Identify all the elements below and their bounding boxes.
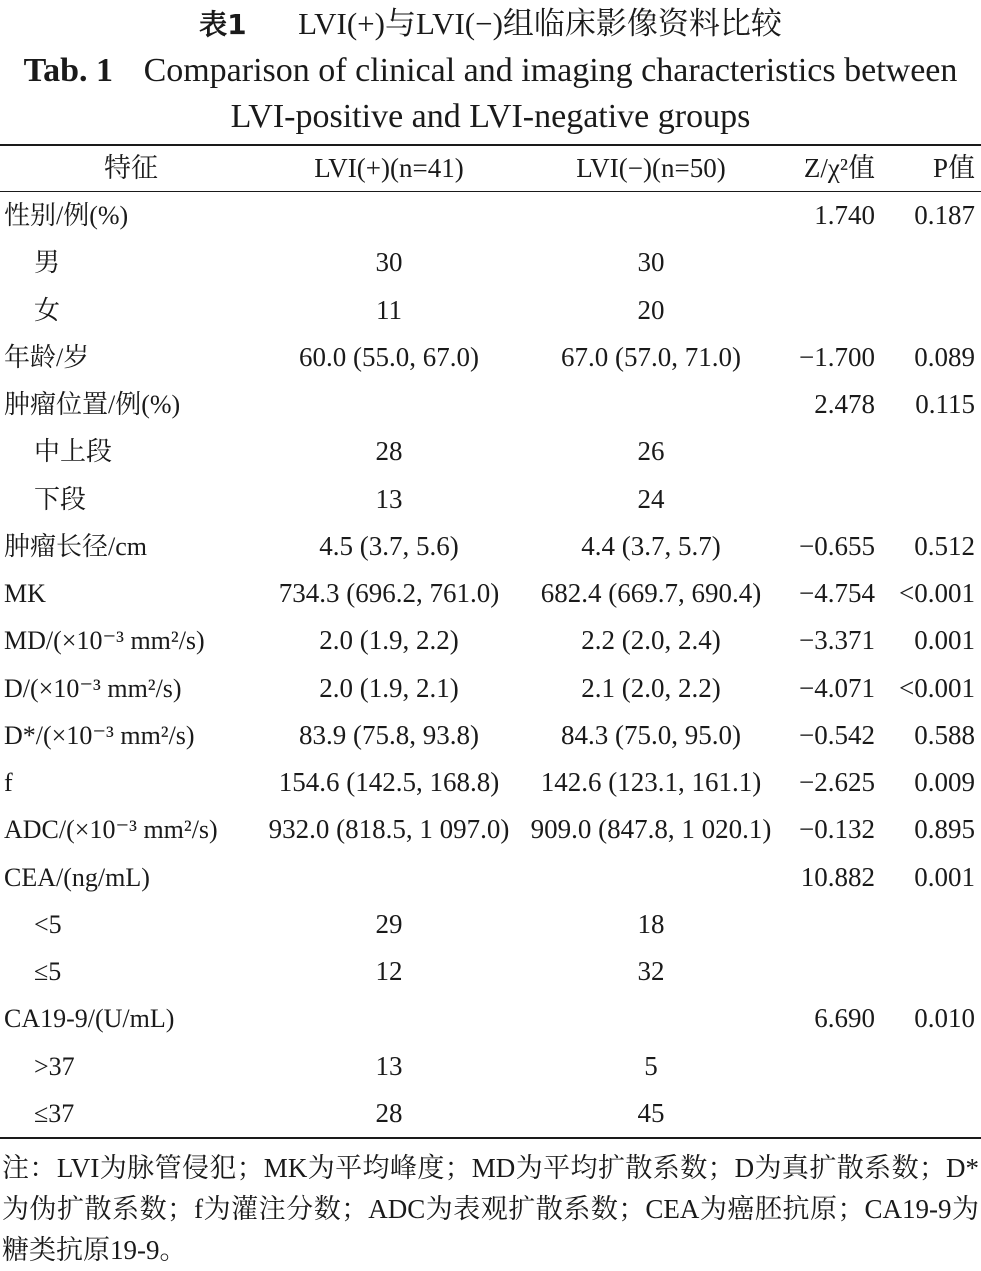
cell-statistic: −4.754 <box>799 578 875 608</box>
table-row <box>0 759 981 806</box>
cell-feature: 女 <box>34 295 61 325</box>
cell-lvi-negative <box>516 192 786 239</box>
cell-statistic: −4.071 <box>799 672 875 703</box>
table-title-cn <box>0 0 981 48</box>
table-row <box>0 995 981 1042</box>
table-row <box>0 476 981 523</box>
table-row <box>0 617 981 664</box>
cell-lvi-negative: 2.2 (2.0, 2.4) <box>581 625 721 656</box>
cell-p-value <box>881 239 981 286</box>
cell-p-value: <0.001 <box>899 578 975 608</box>
cell-statistic: 2.478 <box>814 389 875 419</box>
cell-lvi-negative: 20 <box>637 294 665 325</box>
table-label-en: Tab. 1 <box>23 52 114 89</box>
table-bottom-rule <box>0 1137 981 1139</box>
table-row <box>0 428 981 475</box>
cell-statistic <box>786 1043 881 1090</box>
cell-statistic: −0.655 <box>799 530 875 561</box>
cell-lvi-positive <box>262 381 516 428</box>
cell-lvi-positive: 734.3 (696.2, 761.0) <box>278 578 500 608</box>
cell-lvi-negative <box>516 854 786 901</box>
cell-p-value: 0.187 <box>914 200 975 230</box>
cell-p-value <box>881 1043 981 1090</box>
cell-lvi-positive: 2.0 (1.9, 2.2) <box>319 625 459 656</box>
cell-lvi-positive <box>262 995 516 1042</box>
cell-lvi-positive <box>262 192 516 239</box>
cell-lvi-positive: 29 <box>375 908 403 939</box>
cell-statistic <box>786 1090 881 1137</box>
cell-lvi-negative: 67.0 (57.0, 71.0) <box>561 341 741 372</box>
cell-p-value: 0.001 <box>914 625 975 656</box>
cell-lvi-positive: 30 <box>375 247 403 278</box>
cell-lvi-negative: 682.4 (669.7, 690.4) <box>540 578 762 608</box>
header-statistic: Z/χ²值 <box>803 153 875 183</box>
cell-feature: 肿瘤位置/例(%) <box>4 390 181 419</box>
cell-lvi-negative: 909.0 (847.8, 1 020.1) <box>530 814 772 845</box>
cell-p-value: 0.089 <box>914 341 975 372</box>
cell-feature: <5 <box>34 909 62 939</box>
cell-feature: ≤37 <box>34 1098 75 1128</box>
cell-feature: D/(×10⁻³ mm²/s) <box>4 673 182 703</box>
table-row <box>0 806 981 853</box>
cell-lvi-positive: 11 <box>376 294 402 325</box>
cell-lvi-positive: 13 <box>375 1050 403 1081</box>
cell-statistic <box>786 476 881 523</box>
cell-statistic <box>786 428 881 475</box>
cell-statistic <box>786 901 881 948</box>
cell-statistic: −0.132 <box>799 814 875 845</box>
cell-feature: 肿瘤长径/cm <box>4 531 147 561</box>
cell-feature: >37 <box>34 1051 75 1081</box>
table-row <box>0 854 981 901</box>
table-row <box>0 523 981 570</box>
cell-lvi-negative: 2.1 (2.0, 2.2) <box>581 672 721 703</box>
cell-lvi-negative: 24 <box>637 483 665 514</box>
cell-feature: ≤5 <box>34 957 62 986</box>
header-feature: 特征 <box>104 153 158 183</box>
cell-p-value: 0.115 <box>915 389 975 419</box>
cell-statistic: 6.690 <box>814 1003 875 1034</box>
cell-lvi-negative: 5 <box>644 1050 658 1081</box>
cell-feature: D*/(×10⁻³ mm²/s) <box>4 720 195 750</box>
cell-lvi-negative: 45 <box>637 1097 665 1128</box>
table-row <box>0 570 981 617</box>
table-row <box>0 1090 981 1137</box>
cell-lvi-negative: 30 <box>637 247 665 278</box>
header-lvi-negative: LVI(−)(n=50) <box>576 153 726 183</box>
cell-lvi-positive: 60.0 (55.0, 67.0) <box>299 341 479 372</box>
header-row <box>0 146 981 191</box>
cell-statistic <box>786 948 881 995</box>
cell-lvi-negative <box>516 381 786 428</box>
cell-statistic <box>786 239 881 286</box>
cell-lvi-positive: 932.0 (818.5, 1 097.0) <box>268 814 510 845</box>
table-row <box>0 1043 981 1090</box>
table-row <box>0 381 981 428</box>
cell-p-value <box>881 948 981 995</box>
cell-lvi-positive: 13 <box>375 483 403 514</box>
cell-p-value: 0.588 <box>914 719 975 750</box>
cell-feature: MK <box>4 579 46 608</box>
cell-feature: 下段 <box>34 484 87 514</box>
cell-statistic: −2.625 <box>799 767 875 797</box>
cell-p-value <box>881 287 981 334</box>
cell-lvi-negative: 4.4 (3.7, 5.7) <box>581 530 721 561</box>
cell-lvi-negative: 142.6 (123.1, 161.1) <box>540 767 762 797</box>
table-title-en-text: Comparison of clinical and imaging characteristics between LVI-positive and LVI-negative groups <box>143 52 958 135</box>
table-title-cn-text: LVI(+)与LVI(−)组临床影像资料比较 <box>298 6 782 41</box>
cell-lvi-positive: 12 <box>375 956 403 986</box>
table-row <box>0 712 981 759</box>
table-footnote: 注：LVI为脉管侵犯；MK为平均峰度；MD为平均扩散系数；D为真扩散系数；D*为伪扩散系数；f为灌注分数；ADC为表观扩散系数；CEA为癌胚抗原；CA19-9为糖类抗原19-9。 <box>2 1153 979 1265</box>
header-p-value: P值 <box>932 153 975 183</box>
cell-feature: ADC/(×10⁻³ mm²/s) <box>4 815 218 845</box>
cell-p-value: 0.512 <box>914 530 975 561</box>
cell-feature: 性别/例(%) <box>4 201 129 230</box>
cell-feature: 中上段 <box>34 437 113 467</box>
cell-p-value <box>881 476 981 523</box>
cell-feature: 男 <box>34 248 61 278</box>
cell-lvi-negative: 32 <box>637 956 665 986</box>
cell-p-value <box>881 901 981 948</box>
cell-feature: 年龄/岁 <box>4 342 90 372</box>
cell-feature: MD/(×10⁻³ mm²/s) <box>4 626 205 656</box>
cell-lvi-negative: 26 <box>637 436 665 467</box>
cell-lvi-positive: 4.5 (3.7, 5.6) <box>319 530 459 561</box>
cell-lvi-positive: 154.6 (142.5, 168.8) <box>278 767 500 797</box>
header-lvi-positive: LVI(+)(n=41) <box>314 153 464 183</box>
cell-p-value: 0.009 <box>914 767 975 797</box>
cell-lvi-positive: 28 <box>375 1097 403 1128</box>
cell-lvi-positive: 83.9 (75.8, 93.8) <box>299 719 479 750</box>
cell-lvi-positive <box>262 854 516 901</box>
table-row <box>0 239 981 286</box>
cell-statistic: 1.740 <box>814 200 875 230</box>
cell-p-value: 0.010 <box>914 1003 975 1034</box>
table-row <box>0 192 981 239</box>
cell-statistic: −1.700 <box>799 341 875 372</box>
table-row <box>0 665 981 712</box>
cell-feature: CEA/(ng/mL) <box>4 862 150 892</box>
cell-p-value <box>881 1090 981 1137</box>
cell-statistic: −0.542 <box>799 719 875 750</box>
cell-p-value: <0.001 <box>899 672 975 703</box>
table-label-cn: 表1 <box>199 8 247 41</box>
cell-p-value: 0.001 <box>914 861 975 892</box>
cell-lvi-positive: 28 <box>375 436 403 467</box>
table-row <box>0 948 981 995</box>
cell-p-value: 0.895 <box>914 814 975 845</box>
table-header <box>0 146 981 191</box>
cell-lvi-negative <box>516 995 786 1042</box>
cell-lvi-positive: 2.0 (1.9, 2.1) <box>319 672 459 703</box>
cell-lvi-negative: 18 <box>637 908 665 939</box>
table-title-en <box>0 48 981 140</box>
cell-p-value <box>881 428 981 475</box>
cell-statistic <box>786 287 881 334</box>
cell-statistic: 10.882 <box>800 861 875 892</box>
table-body <box>0 192 981 1137</box>
cell-feature: f <box>4 768 13 797</box>
cell-feature: CA19-9/(U/mL) <box>4 1004 175 1034</box>
table-row <box>0 287 981 334</box>
cell-lvi-negative: 84.3 (75.0, 95.0) <box>561 719 741 750</box>
cell-statistic: −3.371 <box>799 625 875 656</box>
table-row <box>0 334 981 381</box>
table-row <box>0 901 981 948</box>
